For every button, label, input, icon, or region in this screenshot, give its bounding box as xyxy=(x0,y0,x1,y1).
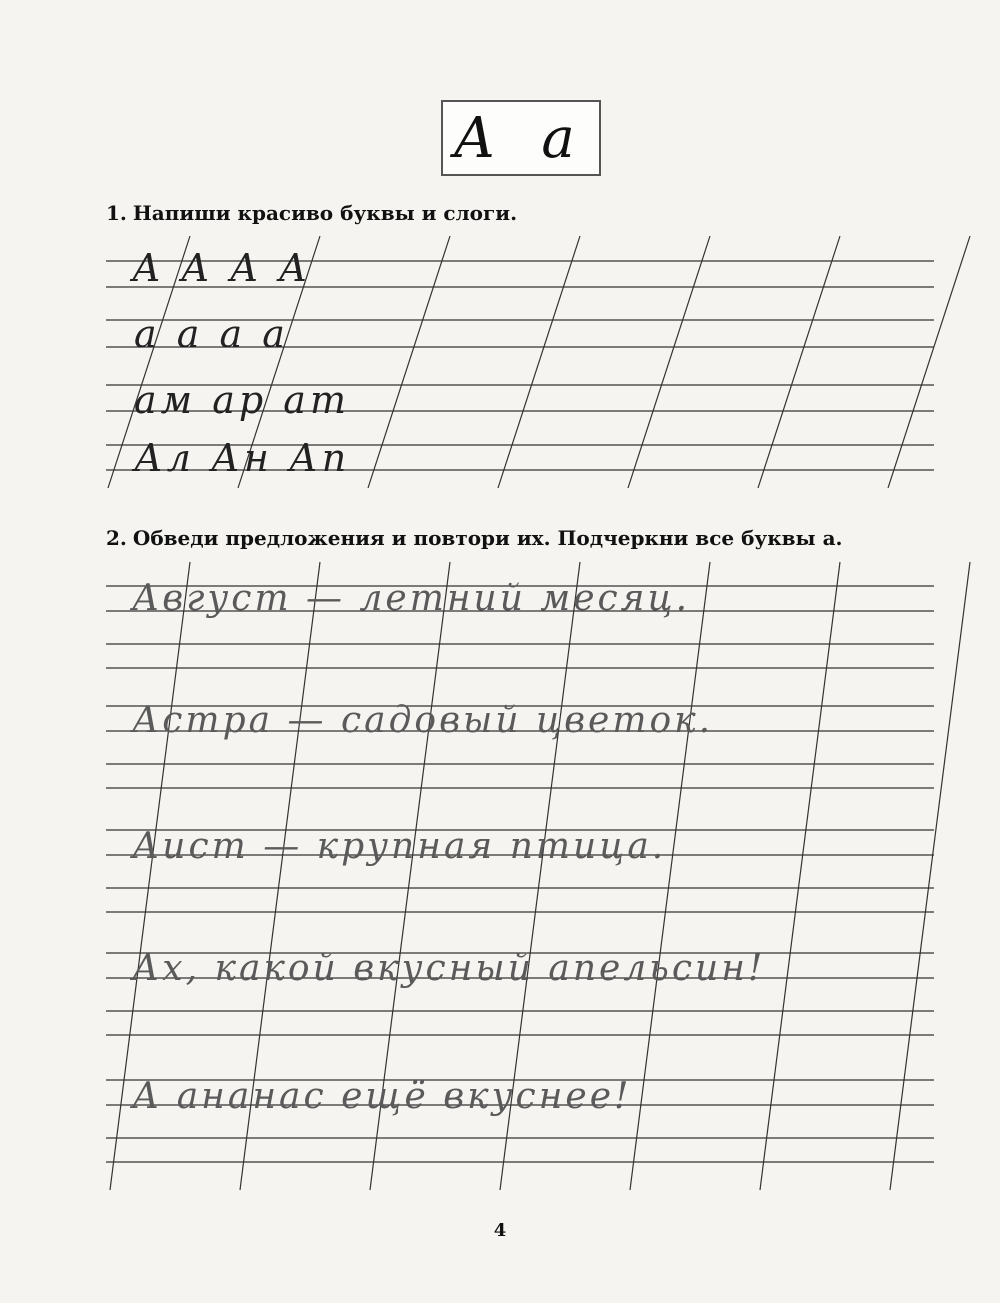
task-1-heading xyxy=(106,201,517,225)
letter-card xyxy=(441,100,601,176)
slant-guide-line xyxy=(888,236,970,488)
task-2-instruction: Обведи предложения и повтори их. Подчеркни все буквы xyxy=(132,526,816,550)
trace-sentence-5: А ананас ещё вкуснее! xyxy=(132,1076,632,1117)
page-number: 4 xyxy=(493,1220,507,1241)
slant-guide-line xyxy=(368,236,450,488)
trace-sentence-4: Ах, какой вкусный апельсин! xyxy=(132,948,766,989)
sample-row-lowercase-a: а а а а xyxy=(134,312,289,356)
sample-row-syllables-capital: Ал Ан Ап xyxy=(134,436,351,480)
task-2-heading xyxy=(106,526,843,550)
trace-sentence-2: Астра — садовый цветок. xyxy=(132,700,714,741)
sample-row-syllables-lower: ам ар ат xyxy=(134,378,350,422)
slant-guide-line xyxy=(498,236,580,488)
task-1-instruction: Напиши красиво буквы и слоги. xyxy=(132,201,518,225)
slant-guide-line xyxy=(890,562,970,1190)
task-2-number: 2. xyxy=(106,526,127,550)
slant-guide-line xyxy=(628,236,710,488)
letter-card-text: А а xyxy=(453,105,589,171)
task-2-instruction-letter: а. xyxy=(822,526,843,550)
task-1-number: 1. xyxy=(106,201,127,225)
slant-guide-line xyxy=(758,236,840,488)
trace-sentence-1: Август — летний месяц. xyxy=(132,578,691,619)
slant-guide-line xyxy=(760,562,840,1190)
slant-guide-line xyxy=(630,562,710,1190)
sample-row-capital-a: А А А А xyxy=(132,246,312,290)
trace-sentence-3: Аист — крупная птица. xyxy=(132,826,667,867)
